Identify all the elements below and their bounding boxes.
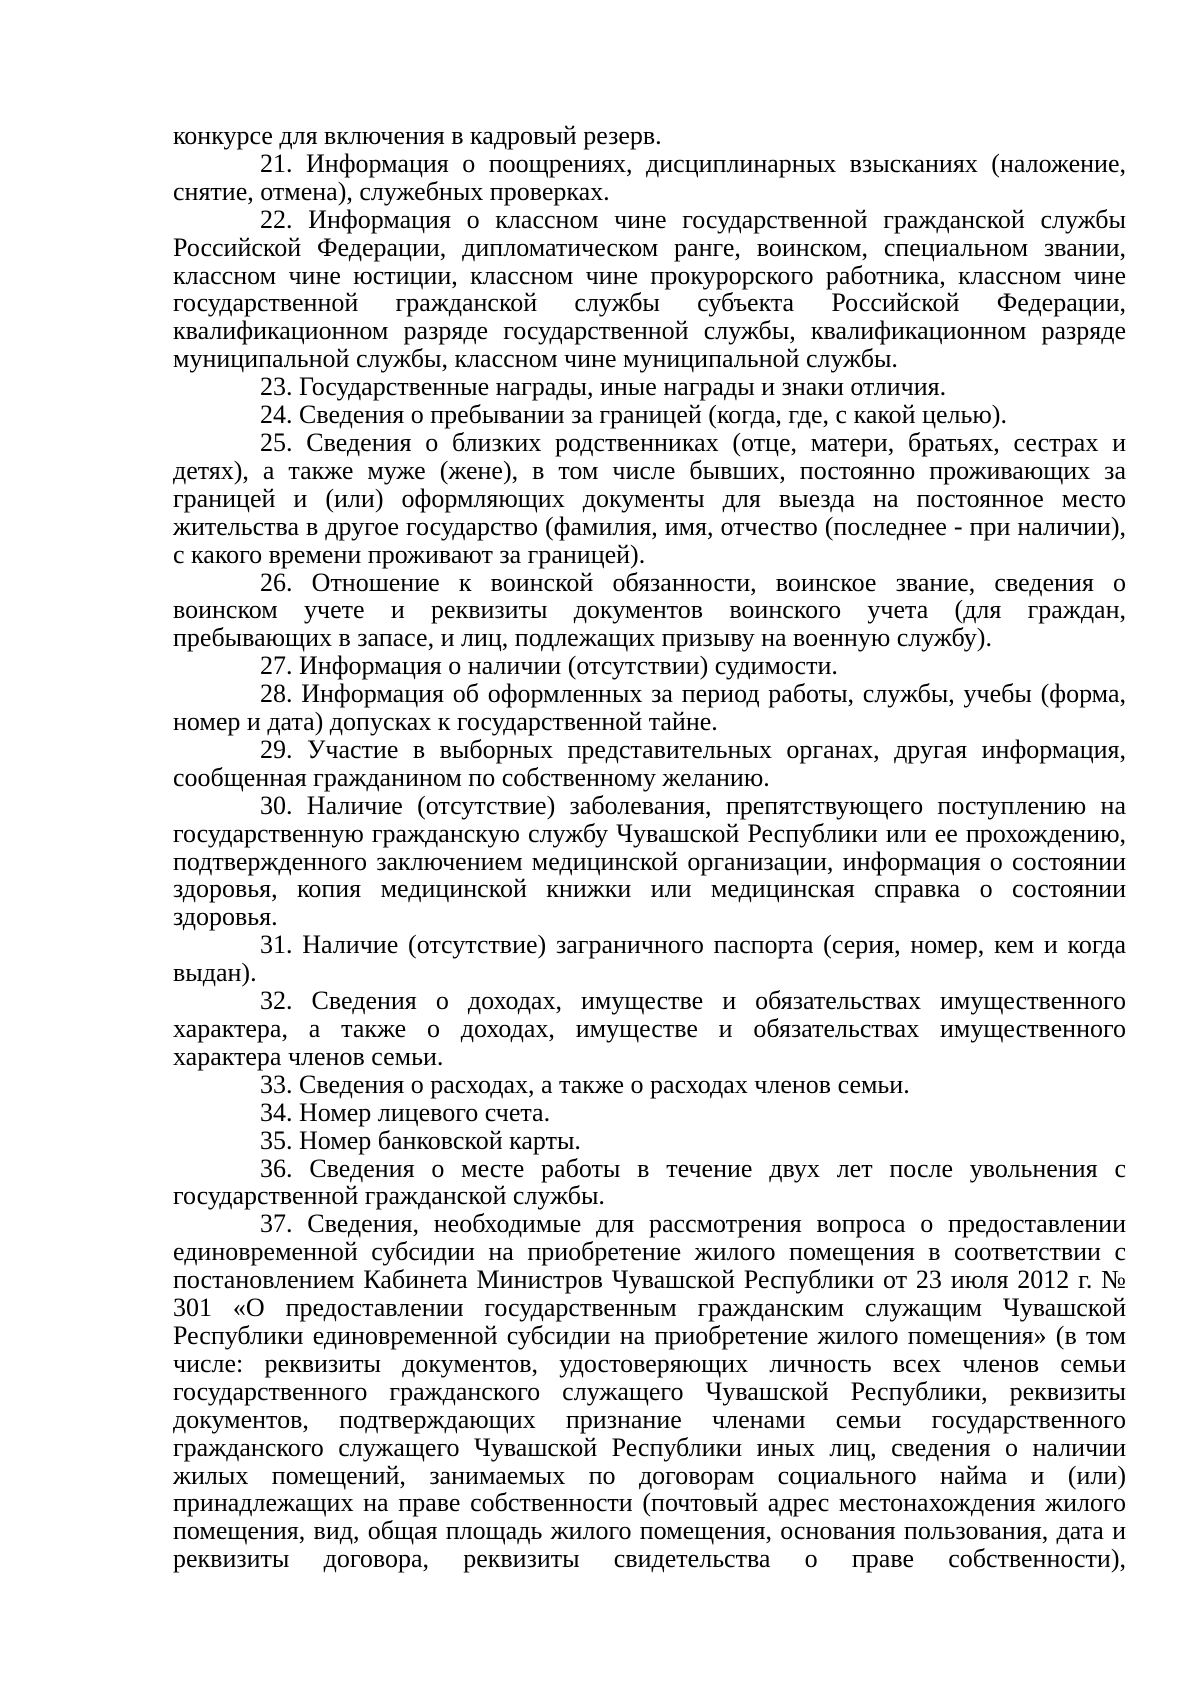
paragraph-continuation: конкурсе для включения в кадровый резерв. [173, 121, 662, 150]
paragraph-item-34: 34. Номер лицевого счета. [260, 1097, 551, 1127]
paragraph-item-31: 31. Наличие (отсутствие) заграничного паспорта (серия, номер, кем и когда выдан). [173, 930, 1126, 988]
paragraph-item-33: 33. Сведения о расходах, а также о расходах членов семьи. [260, 1069, 910, 1099]
paragraph-item-25: 25. Сведения о близких родственниках (отце, матери, братьях, сестрах и детях), а также муже (жене), в том числе бывших, постоянно проживающих за границей и (или) оформляющих документы для выезда на постоянное место жительства в другое государство (фамилия, имя, отчество (последнее - при наличии), с какого времени проживают за границей). [173, 427, 1126, 569]
paragraph-item-35: 35. Номер банковской карты. [260, 1125, 581, 1155]
paragraph-item-24: 24. Сведения о пребывании за границей (когда, где, с какой целью). [260, 400, 1007, 430]
paragraph-item-27: 27. Информация о наличии (отсутствии) судимости. [260, 651, 838, 681]
document-body [173, 122, 1126, 1573]
paragraph-item-37: 37. Сведения, необходимые для рассмотрения вопроса о предоставлении единовременной субсидии на приобретение жилого помещения в соответствии с постановлением Кабинета Министров Чувашской Республики от 23 июля 2012 г. № 301 «О предоставлении государственным гражданским служащим Чувашской Республики единовременной субсидии на приобретение жилого помещения» (в том числе: реквизиты документов, удостоверяющих личность всех членов семьи государственного гражданского служащего Чувашской Республики, реквизиты документов, подтверждающих признание членами семьи государственного гражданского служащего Чувашской Республики иных лиц, сведения о наличии жилых помещений, занимаемых по договорам социального найма и (или) принадлежащих на праве собственности (почтовый адрес местонахождения жилого помещения, вид, общая площадь жилого помещения, основания пользования, дата и реквизиты договора, реквизиты свидетельства о праве собственности), [173, 1209, 1126, 1574]
paragraph-item-30: 30. Наличие (отсутствие) заболевания, препятствующего поступлению на государственную гражданскую службу Чувашской Республики или ее прохождению, подтвержденного заключением медицинской организации, информация о состоянии здоровья, копия медицинской книжки или медицинская справка о состоянии здоровья. [173, 790, 1126, 932]
paragraph-item-32: 32. Сведения о доходах, имуществе и обязательствах имущественного характера, а также о доходах, имуществе и обязательствах имущественного характера членов семьи. [173, 986, 1126, 1071]
paragraph-item-28: 28. Информация об оформленных за период работы, службы, учебы (форма, номер и дата) допусках к государственной тайне. [173, 679, 1126, 737]
paragraph-item-22: 22. Информация о классном чине государственной гражданской службы Российской Федерации, дипломатическом ранге, воинском, специальном звании, классном чине юстиции, классном чине прокурорского работника, классном чине государственной гражданской службы субъекта Российской Федерации, квалификационном разряде государственной службы, квалификационном разряде муниципальной службы, классном чине муниципальной службы. [173, 204, 1126, 374]
paragraph-item-36: 36. Сведения о месте работы в течение двух лет после увольнения с государственной гражданской службы. [173, 1153, 1126, 1211]
paragraph-item-29: 29. Участие в выборных представительных органах, другая информация, сообщенная гражданином по собственному желанию. [173, 734, 1126, 792]
paragraph-item-21: 21. Информация о поощрениях, дисциплинарных взысканиях (наложение, снятие, отмена), служебных проверках. [173, 148, 1126, 206]
paragraph-item-23: 23. Государственные награды, иные награды и знаки отличия. [260, 372, 947, 402]
paragraph-item-26: 26. Отношение к воинской обязанности, воинское звание, сведения о воинском учете и реквизиты документов воинского учета (для граждан, пребывающих в запасе, и лиц, подлежащих призыву на военную службу). [173, 567, 1126, 653]
